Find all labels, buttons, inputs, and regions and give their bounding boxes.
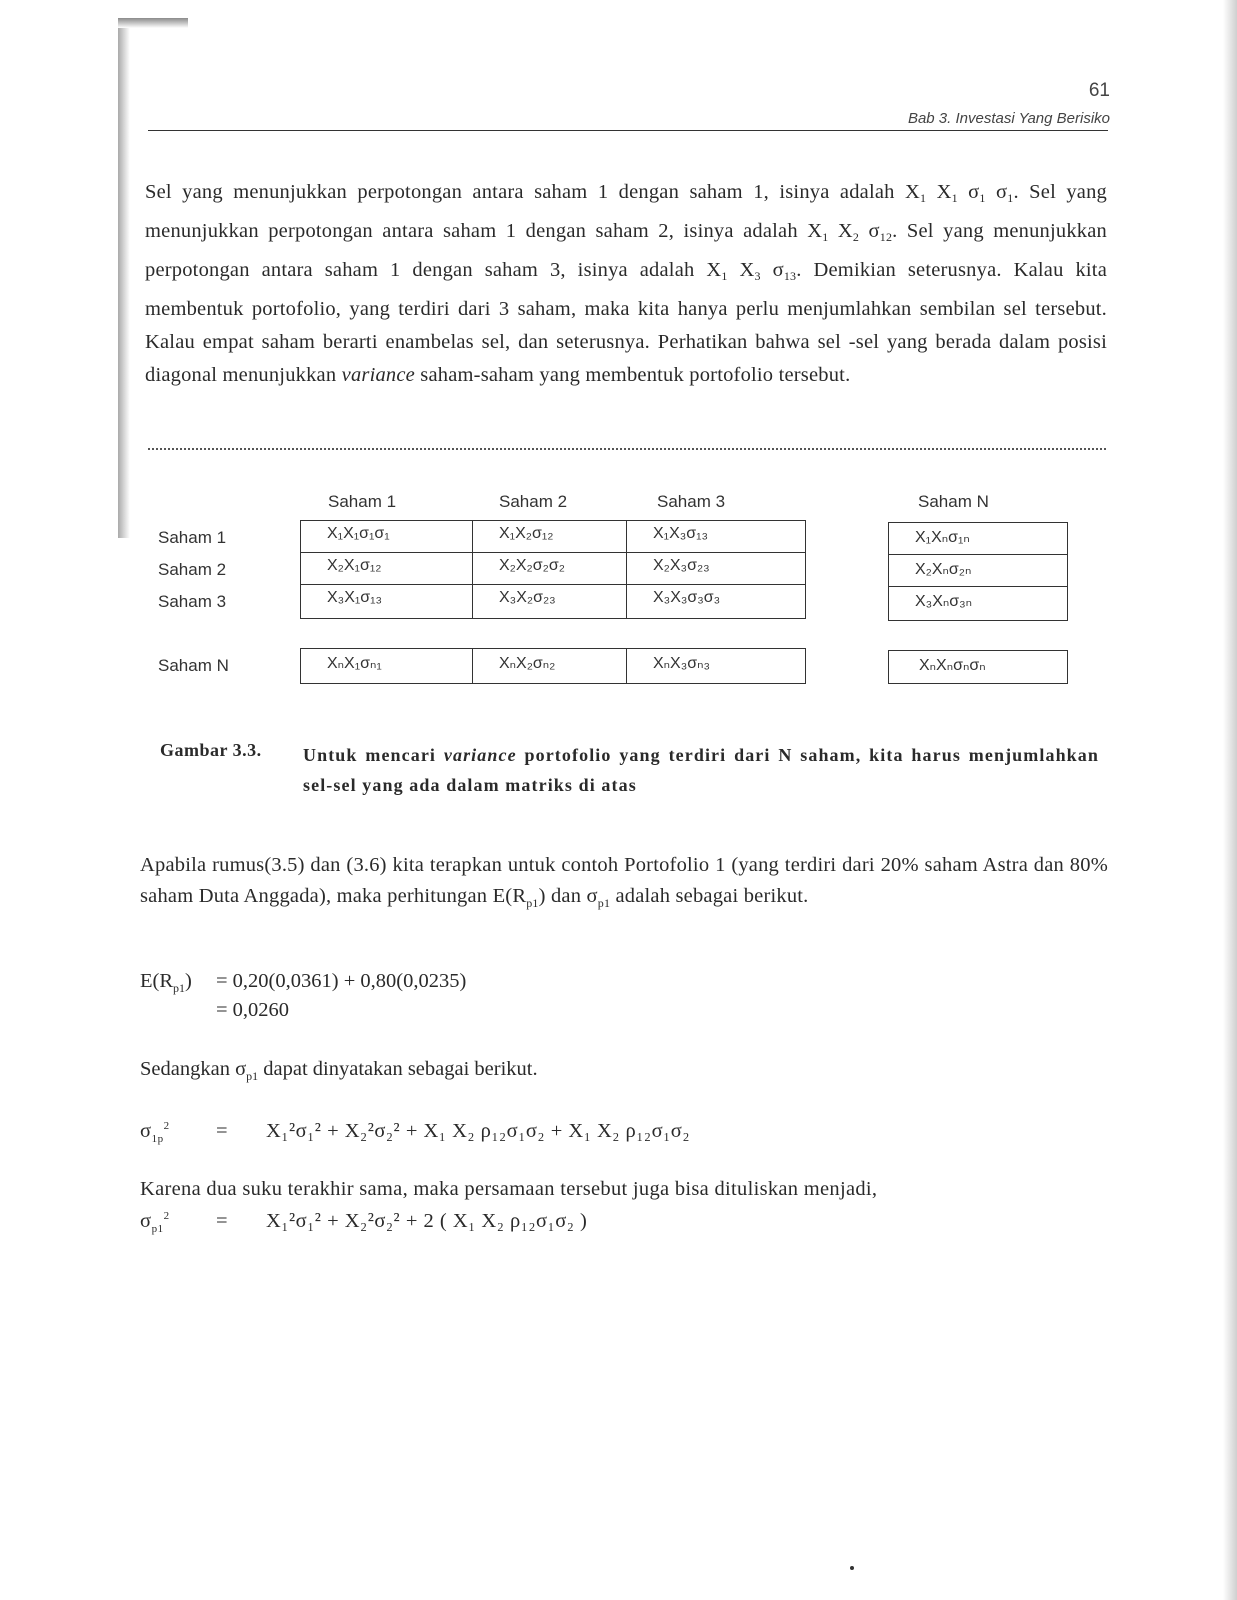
matrix-cell: X₃Xₙσ₃ₙ: [915, 593, 972, 610]
matrix-cell: X₃X₁σ₁₃: [301, 585, 473, 618]
row-header-1: Saham 1: [158, 528, 227, 547]
variance-formula-2-rhs: X₁²σ₁² + X₂²σ₂² + 2 ( X₁ X₂ ρ₁₂σ₁σ₂ ): [266, 1210, 588, 1232]
row-header-2: Saham 2: [158, 560, 227, 579]
matrix-cell: XₙXₙσₙσₙ: [888, 650, 1068, 684]
col-header-n: Saham N: [918, 492, 989, 511]
col-header-1: Saham 1: [328, 492, 397, 511]
matrix-cell: X₂X₂σ₂σ₂: [473, 553, 627, 585]
matrix-cell: XₙX₃σₙ₃: [653, 655, 710, 672]
matrix-cell: X₃X₂σ₂₃: [473, 585, 627, 618]
matrix-cell: X₂X₃σ₂₃: [627, 553, 805, 585]
page-number: 61: [1088, 80, 1110, 101]
matrix-cell: X₁X₃σ₁₃: [627, 521, 805, 553]
matrix-cell: XₙX₂σₙ₂: [473, 649, 627, 683]
col-header-2: Saham 2: [499, 492, 568, 511]
scan-shadow-top: [118, 18, 188, 28]
header-rule: [148, 130, 1108, 131]
paragraph-application: Apabila rumus(3.5) dan (3.6) kita terapkan untuk contoh Portofolio 1 (yang terdiri dari 20% saham Astra dan 80% saham Duta Anggada), maka perhitungan $E(R_{p1})$ dan $\sigma_{p1}$ adalah sebagai berikut.: [140, 854, 1108, 910]
variance-formula-2-eq: =: [216, 1210, 229, 1232]
dotted-separator: [148, 448, 1106, 450]
row-header-n: Saham N: [158, 656, 229, 675]
matrix-cell: XₙX₁σₙ₁: [301, 649, 473, 683]
matrix-cell: X₁X₂σ₁₂: [473, 521, 627, 553]
paragraph-cell-explanation: Sel yang menunjukkan perpotongan antara saham 1 dengan saham 1, isinya adalah $X_1$ $X_1$ $\sigma_1$ $\sigma_1$. Sel yang menunjukkan perpotongan antara saham 1 dengan saham 2, isinya adalah $X_1$ $X_2$ $\sigma_{12}$. Sel yang menunjukkan perpotongan antara saham 1 dengan saham 3, isinya adalah $X_1$ $X_3$ $\sigma_{13}$. Demikian seterusnya. Kalau kita membentuk portofolio, yang terdiri dari 3 saham, maka kita hanya perlu menjumlahkan sembilan sel tersebut. Kalau empat saham berarti enambelas sel, dan seterusnya. Perhatikan bahwa sel -sel yang berada dalam posisi diagonal menunjukkan variance saham-saham yang membentuk portofolio tersebut.: [145, 181, 1108, 386]
col-header-3: Saham 3: [657, 492, 726, 511]
italic-variance: variance: [341, 364, 415, 386]
scan-shadow-left: [118, 18, 130, 538]
matrix-cell: X₂Xₙσ₂ₙ: [889, 555, 1067, 587]
matrix-grid-row-n: [300, 648, 806, 684]
matrix-cell: X₃X₃σ₃σ₃: [653, 589, 721, 606]
matrix-cell: X₁Xₙσ₁ₙ: [889, 523, 1067, 555]
figure-caption: Untuk mencari variance portofolio yang terdiri dari N saham, kita harus menjumlahkan sel-sel yang ada dalam matriks di atas: [303, 745, 1100, 795]
row-header-3: Saham 3: [158, 592, 227, 611]
variance-formula-1-lhs: $\sigma_{1p}^2$: [140, 1120, 170, 1145]
scan-shadow-right: [1223, 0, 1237, 1600]
running-title: Bab 3. Investasi Yang Berisiko: [907, 110, 1110, 127]
matrix-cell: X₁X₁σ₁σ₁: [301, 521, 473, 553]
figure-label: Gambar 3.3.: [160, 740, 262, 760]
sedangkan-line: Sedangkan $\sigma_{p1}$ dapat dinyatakan sebagai berikut.: [140, 1058, 538, 1083]
paragraph-conclusion: Karena dua suku terakhir sama, maka persamaan tersebut juga bisa dituliskan menjadi,: [140, 1178, 878, 1200]
scan-speck: [850, 1566, 854, 1570]
variance-formula-1-eq: =: [216, 1120, 229, 1142]
expected-return-lhs: $E(R_{p1})$: [140, 970, 192, 995]
expected-return-line-2: = 0,0260: [216, 999, 290, 1021]
matrix-grid-col-n: [888, 522, 1068, 621]
matrix-grid-3x3: [300, 520, 806, 619]
variance-formula-1-rhs: X₁²σ₁² + X₂²σ₂² + X₁ X₂ ρ₁₂σ₁σ₂ + X₁ X₂ ρ₁₂σ₁σ₂: [266, 1120, 690, 1142]
covariance-matrix: [150, 490, 1090, 710]
expected-return-line-1: = 0,20(0,0361) + 0,80(0,0235): [216, 970, 467, 992]
variance-formula-2-lhs: $\sigma_{p1}^2$: [140, 1210, 170, 1235]
matrix-cell: X₂X₁σ₁₂: [301, 553, 473, 585]
